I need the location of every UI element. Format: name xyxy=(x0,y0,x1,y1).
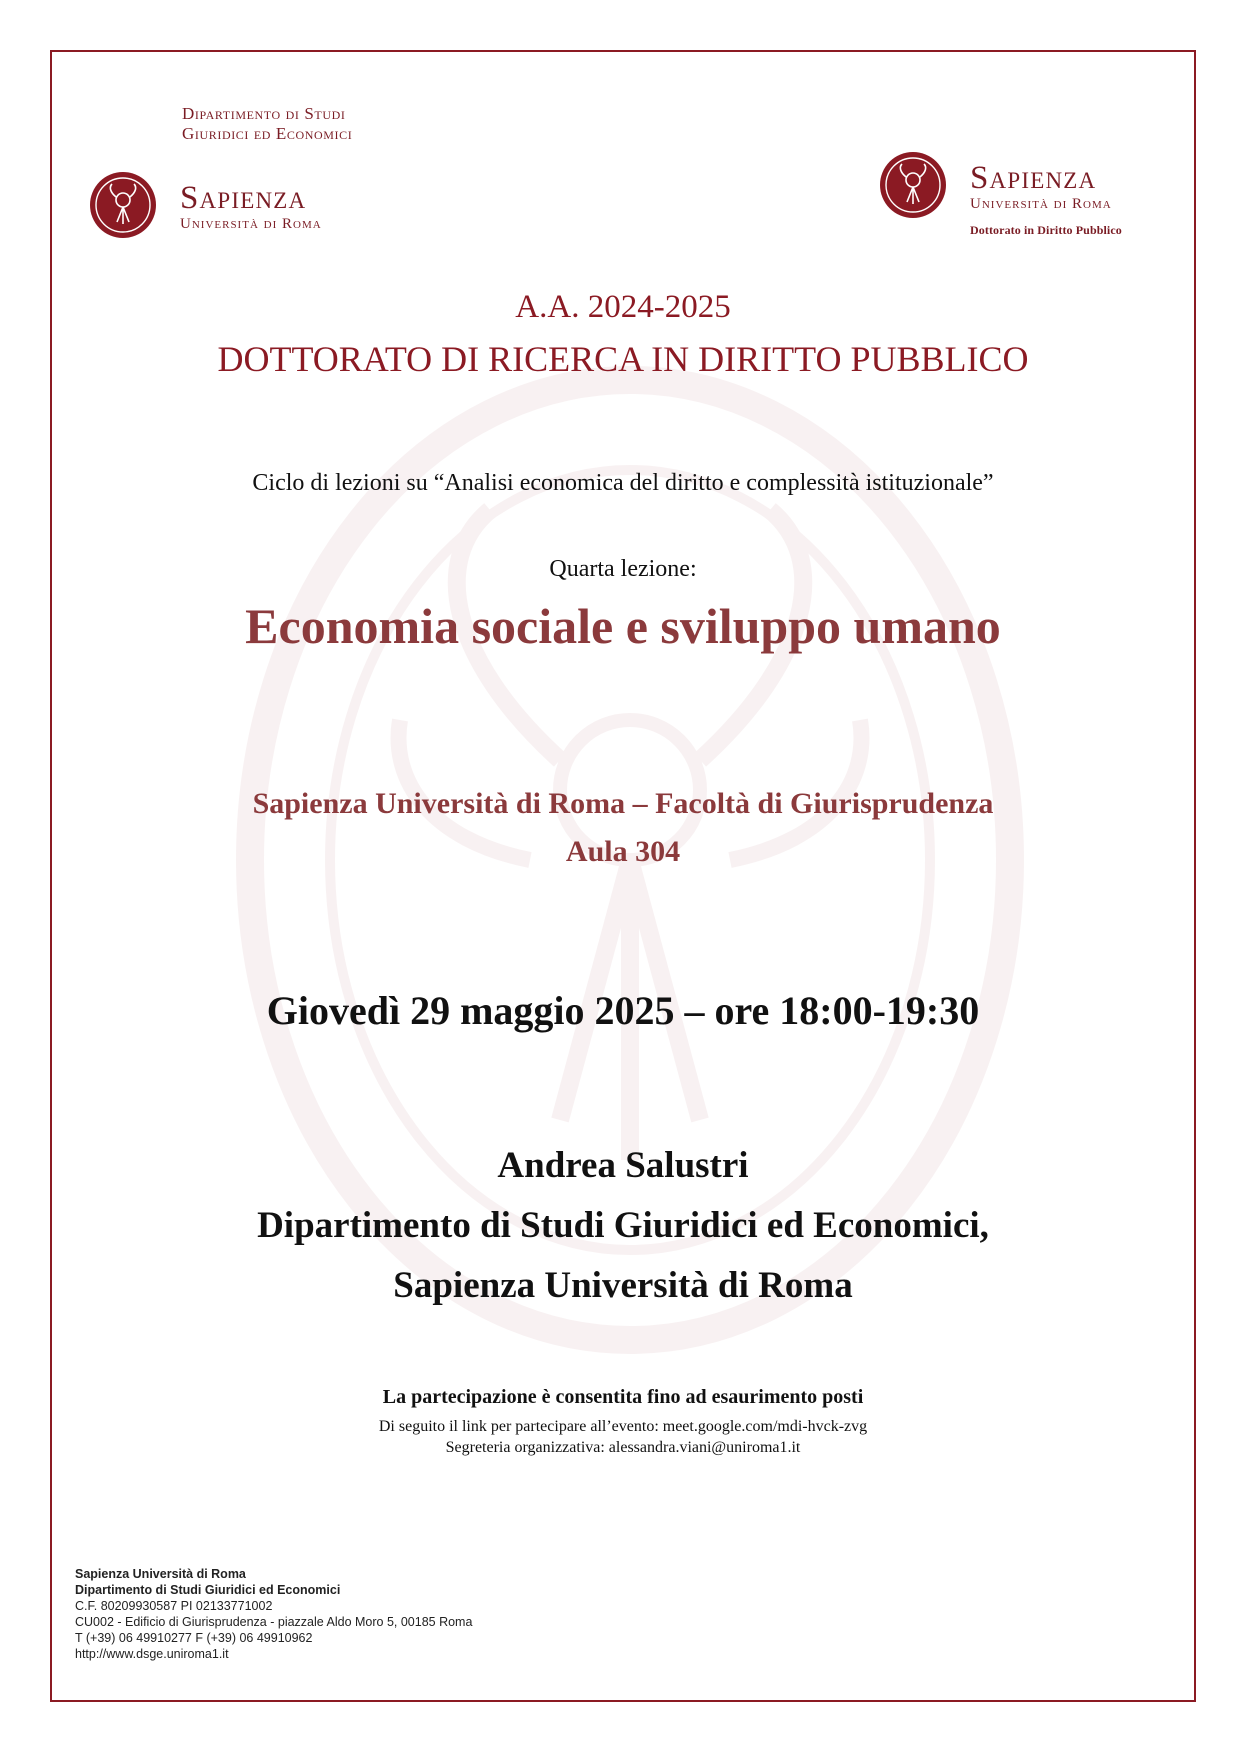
brand-left-sub: Università di Roma xyxy=(180,216,322,232)
department-line2: Giuridici ed Economici xyxy=(182,124,353,143)
speaker-affiliation-line1: Dipartimento di Studi Giuridici ed Economici, xyxy=(257,1205,989,1246)
brand-right xyxy=(970,160,1122,238)
footer-line5: T (+39) 06 49910277 F (+39) 06 49910962 xyxy=(75,1631,313,1645)
meeting-link-line: Di seguito il link per partecipare all’evento: meet.google.com/mdi-hvck-zvg xyxy=(378,1418,868,1435)
program-title: DOTTORATO DI RICERCA IN DIRITTO PUBBLICO xyxy=(217,339,1029,379)
brand-left-name: Sapienza xyxy=(180,180,307,216)
department-line1: Dipartimento di Studi xyxy=(182,104,346,123)
speaker-block xyxy=(50,1136,1196,1316)
footer-line6: http://www.dsge.uniroma1.it xyxy=(75,1647,229,1661)
secretary-line: Segreteria organizzativa: alessandra.viani@uniroma1.it xyxy=(445,1439,801,1456)
footer-line4: CU002 - Edificio di Giurisprudenza - piazzale Aldo Moro 5, 00185 Roma xyxy=(75,1615,473,1629)
brand-left xyxy=(180,180,322,232)
footer-line3: C.F. 80209930587 PI 02133771002 xyxy=(75,1599,273,1613)
info-lines xyxy=(50,1416,1196,1458)
department-header xyxy=(182,104,352,144)
brand-right-program: Dottorato in Diritto Pubblico xyxy=(970,223,1122,237)
lecture-cycle: Ciclo di lezioni su “Analisi economica del diritto e complessità istituzionale” xyxy=(252,470,994,496)
lesson-label: Quarta lezione: xyxy=(549,556,697,582)
footer-line2: Dipartimento di Studi Giuridici ed Economici xyxy=(75,1583,341,1597)
event-date-time: Giovedì 29 maggio 2025 – ore 18:00-19:30 xyxy=(266,988,980,1033)
brand-right-sub: Università di Roma xyxy=(970,196,1112,212)
speaker-name: Andrea Salustri xyxy=(497,1145,749,1186)
sapienza-seal-icon xyxy=(88,170,158,240)
footer-line1: Sapienza Università di Roma xyxy=(75,1567,246,1581)
venue-line1: Sapienza Università di Roma – Facoltà di Giurisprudenza xyxy=(252,787,994,820)
academic-year: A.A. 2024-2025 xyxy=(515,289,731,325)
venue xyxy=(50,780,1196,876)
venue-line2: Aula 304 xyxy=(565,835,681,868)
speaker-affiliation-line2: Sapienza Università di Roma xyxy=(393,1265,853,1306)
sapienza-seal-icon xyxy=(878,150,948,220)
footer-address xyxy=(75,1566,472,1662)
brand-right-name: Sapienza xyxy=(970,160,1097,196)
lesson-title: Economia sociale e sviluppo umano xyxy=(245,598,1001,654)
participation-note: La partecipazione è consentita fino ad esaurimento posti xyxy=(382,1386,864,1408)
